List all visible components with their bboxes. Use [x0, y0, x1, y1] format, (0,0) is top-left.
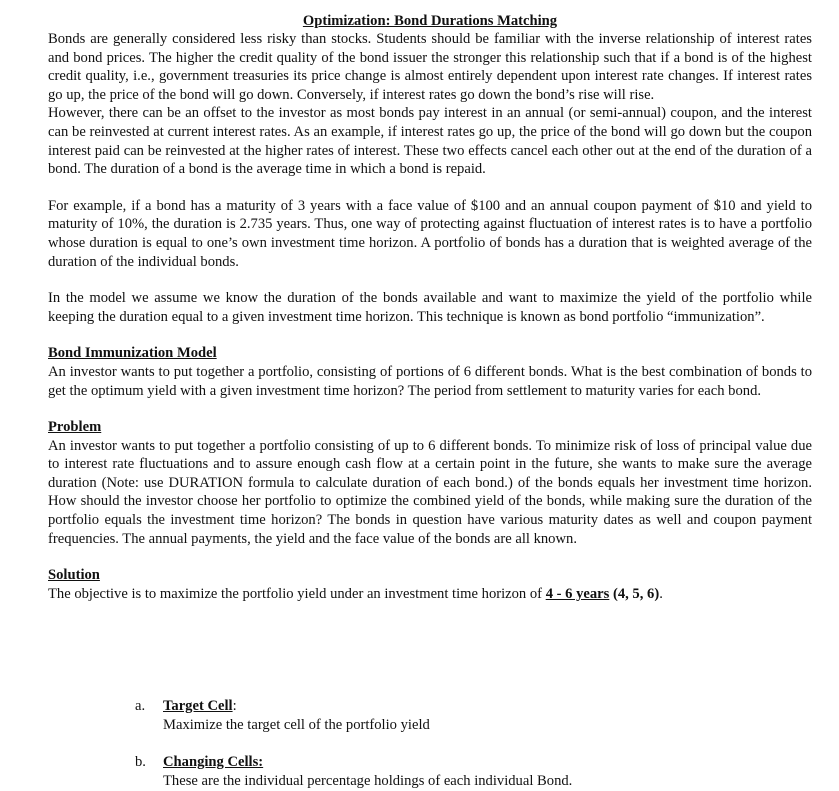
- list-item-title: Target Cell: [163, 698, 233, 714]
- list-item-title-suffix: :: [232, 698, 237, 714]
- list-item-text: Maximize the target cell of the portfolio yield: [163, 716, 430, 733]
- solution-list-item-b: [135, 753, 735, 790]
- intro-paragraph-2: However, there can be an offset to the investor as most bonds pay interest in an annual (or semi-annual) coupon, and the interest can be reinvested at current interest rates. As an example, if interest rates go up, the price of the bond will go down but the coupon interest paid can be reinvested at the higher rates of interest. These two effects cancel each other out at the end of the duration of a bond. The duration of a bond is the average time in which a bond is repaid.: [48, 105, 812, 178]
- list-item: [135, 753, 735, 790]
- spacer: [48, 326, 812, 344]
- time-horizon: [546, 586, 660, 602]
- spacer: [48, 179, 812, 197]
- solution-list-item-a: [135, 697, 735, 734]
- model-heading: Bond Immunization Model: [48, 345, 217, 362]
- spacer: [48, 271, 812, 289]
- list-item-title: Changing Cells:: [163, 754, 264, 770]
- problem-heading: Problem: [48, 419, 102, 436]
- spacer: [48, 548, 812, 566]
- solution-text-before: The objective is to maximize the portfolio yield under an investment time horizon of: [48, 585, 546, 602]
- list-item: [135, 697, 735, 734]
- time-horizon-range: 4 - 6 years: [545, 585, 610, 602]
- problem-text: An investor wants to put together a portfolio consisting of up to 6 different bonds. To minimize risk of loss of principal value due to interest rate fluctuations and to assure enough cash flow at a certain point in the future, she wants to make sure the average duration (Note: use DURATION formula to calculate duration of each bond.) of the bonds equals her investment time horizon. How should the investor choose her portfolio to optimize the combined yield of the bonds, while making sure the duration of the portfolio equals the investment time horizon? The bonds in question have various maturity dates as well and coupon payment frequencies. The annual payments, the yield and the face value of the bonds are all known.: [48, 437, 812, 547]
- time-horizon-values: (4, 5, 6): [609, 585, 660, 602]
- list-item-heading: [163, 753, 735, 772]
- solution-text-after: .: [659, 585, 663, 602]
- spacer: [48, 400, 812, 418]
- list-marker: a.: [135, 698, 146, 714]
- list-item-heading: [163, 697, 735, 716]
- solution-text: [48, 585, 812, 604]
- document-page: [48, 12, 812, 603]
- model-text: An investor wants to put together a portfolio, consisting of portions of 6 different bonds. What is the best combination of bonds to get the optimum yield with a given investment time horizon? The period from settlement to maturity varies for each bond.: [48, 363, 812, 399]
- intro-paragraph-1: Bonds are generally considered less risky than stocks. Students should be familiar with the inverse relationship of interest rates and bond prices. The higher the credit quality of the bond issuer the stronger this relationship such that if a bond is of the highest credit quality, i.e., government treasuries its price change is almost entirely dependent upon interest rate changes. If interest rates go up, the price of the bond will go down. Conversely, if interest rates go down the bond’s rise will rise.: [48, 31, 812, 103]
- intro-paragraph-4: In the model we assume we know the duration of the bonds available and want to maximize the yield of the portfolio while keeping the duration equal to a given investment time horizon. This technique is known as bond portfolio “immunization”.: [48, 290, 812, 325]
- page-title: Optimization: Bond Durations Matching: [302, 13, 558, 29]
- intro-paragraph-3: For example, if a bond has a maturity of 3 years with a face value of $100 and an annual coupon payment of $10 and yield to maturity of 10%, the duration is 2.735 years. Thus, one way of protecting against fluctuation of interest rates is to have a portfolio whose duration is equal to one’s own investment time horizon. A portfolio of bonds has a duration that is weighted average of the duration of the individual bonds.: [48, 197, 812, 270]
- list-marker: b.: [135, 754, 146, 770]
- solution-heading: Solution: [48, 567, 100, 584]
- list-item-text: These are the individual percentage holdings of each individual Bond.: [163, 772, 573, 789]
